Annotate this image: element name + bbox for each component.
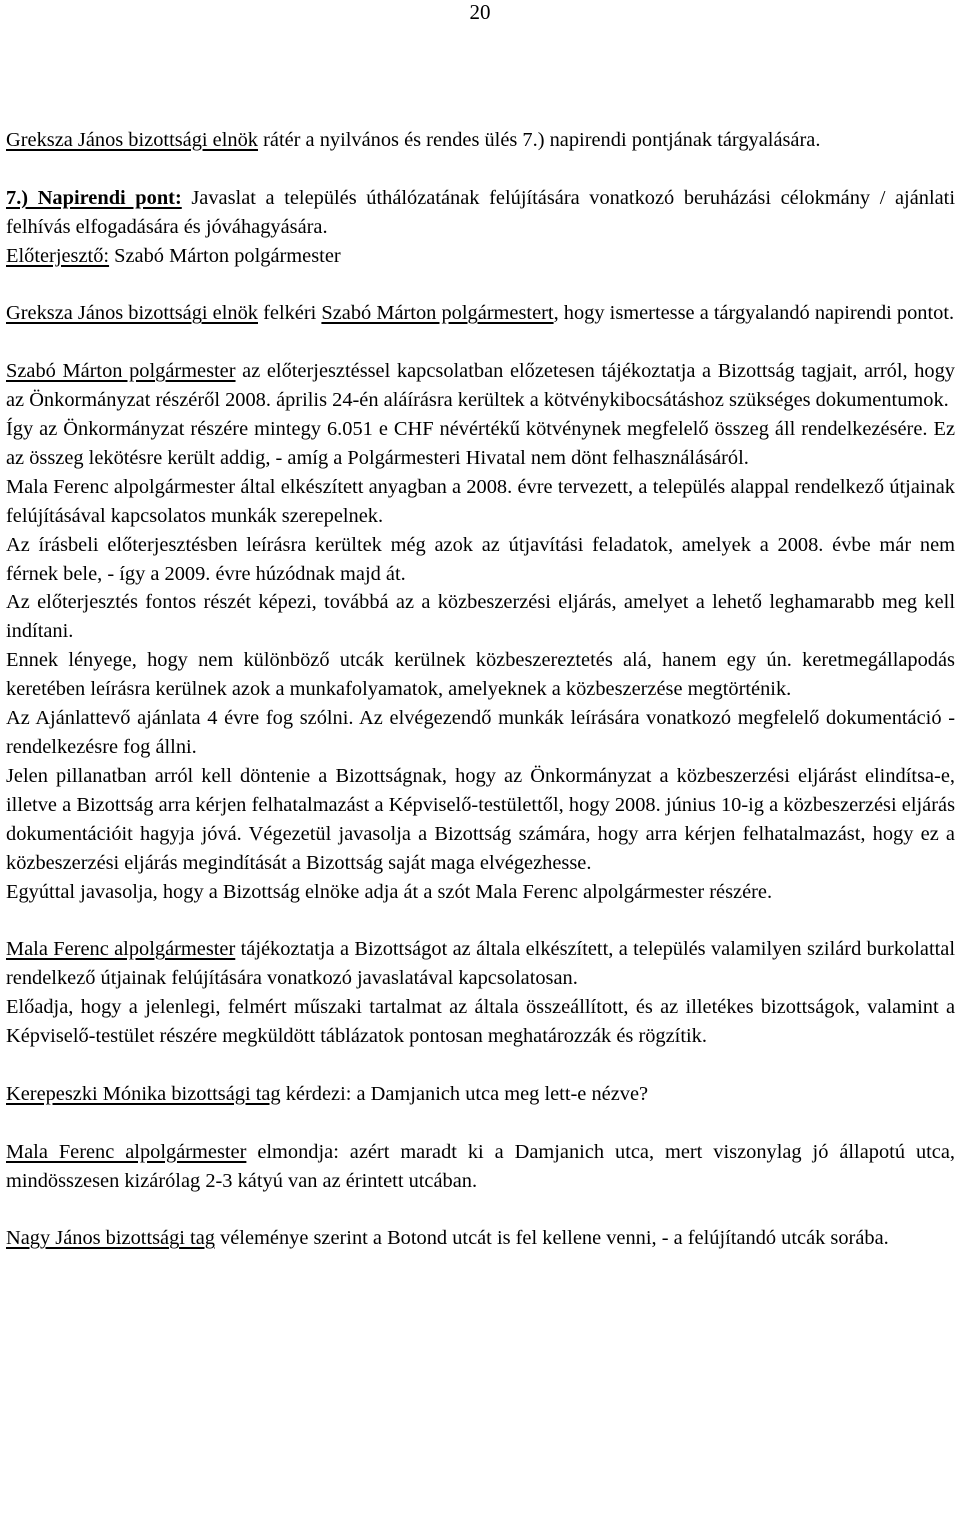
paragraph-text: Javaslat a település úthálózatának felújítására vonatkozó beruházási célokmány / ajánlati felhívás elfogadására és jóváhagyására. [6,186,955,238]
speaker-name: Nagy János bizottsági tag [6,1227,215,1250]
speaker-name: Szabó Márton polgármestert [321,302,554,325]
paragraph-p18 [6,1224,955,1253]
paragraph-text: Egyúttal javasolja, hogy a Bizottság elnöke adja át a szót Mala Ferenc alpolgármester részére. [6,880,773,903]
paragraph-text: Az előterjesztés fontos részét képezi, továbbá az a közbeszerzési eljárás, amelyet a lehető leghamarabb meg kell indítani. [6,591,955,643]
paragraph-text: Így az Önkormányzat részére mintegy 6.051 e CHF névértékű kötvénynek megfelelő összeg áll rendelkezésére. Ez az összeg lekötésre került addig, - amíg a Polgármesteri Hivatal nem dönt felhasználásáról. [6,418,955,469]
paragraph-p2 [6,184,955,242]
paragraph-p3 [6,242,955,271]
paragraph-p16 [6,1080,955,1109]
paragraph-text: Előadja, hogy a jelenlegi, felmért műszaki tartalmat az általa összeállított, és az illetékes bizottságok, valamint a Képviselő-testület részére megküldött táblázatok pontosan meghatározzák és rögzítik. [6,996,955,1048]
page-number: 20 [469,0,491,24]
paragraph-text: kérdezi: a Damjanich utca meg lett-e nézve? [280,1082,649,1105]
speaker-name: Előterjesztő: [6,244,110,267]
paragraph-text: elmondja: azért maradt ki a Damjanich utca, mert viszonylag jó állapotú utca, mindösszesen kizárólag 2-3 kátyú van az érintett utcában. [6,1140,955,1192]
paragraph-p8 [6,531,955,589]
speaker-name: 7.) Napirendi pont: [6,186,182,209]
paragraph-p11 [6,704,955,762]
paragraph-text: tájékoztatja a Bizottságot az általa elkészített, a település valamilyen szilárd burkolattal rendelkező útjainak felújítására vonatkozó javaslatával kapcsolatosan. [6,938,955,990]
document-body [6,126,955,1253]
paragraph-p14 [6,935,955,993]
paragraph-p15 [6,993,955,1051]
paragraph-p6 [6,415,955,473]
paragraph-p5 [6,357,955,415]
paragraph-text: Az Ajánlattevő ajánlata 4 évre fog szólni. Az elvégezendő munkák leírására vonatkozó megfelelő dokumentáció - rendelkezésre fog állni. [6,707,955,758]
paragraph-p13 [6,878,955,907]
speaker-name: Szabó Márton polgármester [6,360,236,383]
speaker-name: Kerepeszki Mónika bizottsági tag [6,1082,281,1105]
paragraph-p9 [6,588,955,646]
paragraph-p12 [6,762,955,878]
paragraph-text: Az írásbeli előterjesztésben leírásra kerültek még azok az útjavítási feladatok, amelyek a 2008. évbe már nem férnek bele, - így a 2009. évre húzódnak majd át. [6,533,955,585]
paragraph-text: Mala Ferenc alpolgármester által elkészített anyagban a 2008. évre tervezett, a település alappal rendelkező útjainak felújításával kapcsolatos munkák szerepelnek. [6,475,955,527]
speaker-name: Mala Ferenc alpolgármester [6,1140,247,1163]
paragraph-text: felkéri [258,302,322,325]
paragraph-text: , hogy ismertesse a tárgyalandó napirendi pontot. [553,302,955,325]
paragraph-text: Ennek lényege, hogy nem különböző utcák kerülnek közbeszereztetés alá, hanem egy ún. keretmegállapodás keretében leírásra kerülnek azok a munkafolyamatok, amelyeknek a közbeszerzése megtörténik. [6,649,955,701]
paragraph-text: véleménye szerint a Botond utcát is fel kellene venni, - a felújítandó utcák sorába. [214,1227,889,1250]
speaker-name: Mala Ferenc alpolgármester [6,938,236,961]
speaker-name: Greksza János bizottsági elnök [6,302,258,325]
paragraph-p7 [6,473,955,531]
paragraph-text: az előterjesztéssel kapcsolatban előzetesen tájékoztatja a Bizottság tagjait, arról, hogy az Önkormányzat részéről 2008. április 24-én aláírásra kerültek a kötvénykibocsátáshoz szükséges dokumentumok. [6,360,955,412]
paragraph-text: rátér a nyilvános és rendes ülés 7.) napirendi pontjának tárgyalására. [258,129,821,151]
paragraph-p4 [6,299,955,328]
paragraph-p10 [6,646,955,704]
paragraph-p17 [6,1138,955,1196]
paragraph-text: Jelen pillanatban arról kell döntenie a Bizottságnak, hogy az Önkormányzat a közbeszerzési eljárást elindítsa-e, illetve a Bizottság arra kérjen felhatalmazást a Képviselő-testülettől, hogy 2008. június 10-ig a közbeszerzési eljárás dokumentációit hagyja jóvá. Végezetül javasolja a Bizottság számára, hogy arra kérjen felhatalmazást, hogy ez a közbeszerzési eljárás megindítását a Bizottság saját maga elvégezhesse. [6,764,955,874]
speaker-name: Greksza János bizottsági elnök [6,129,258,151]
paragraph-text: Szabó Márton polgármester [109,244,341,267]
paragraph-p1 [6,126,955,155]
